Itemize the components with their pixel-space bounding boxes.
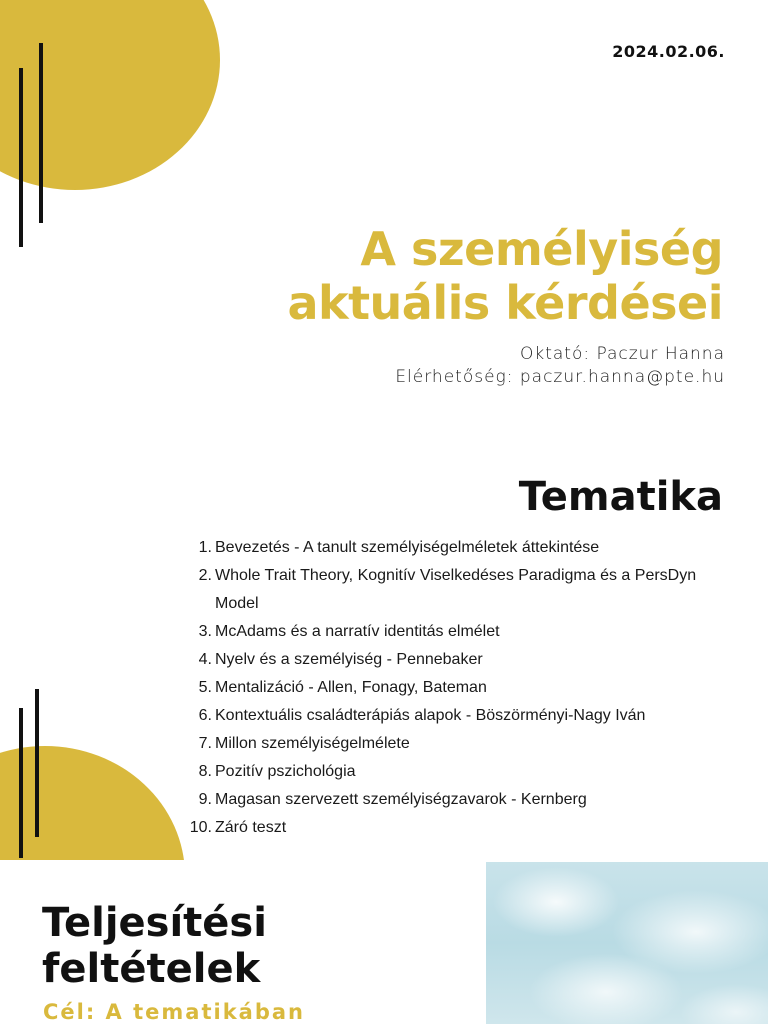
list-item: [180, 814, 720, 842]
list-item-text: Záró teszt: [215, 819, 287, 836]
list-item-number: 5.: [198, 679, 212, 696]
list-item-number: 3.: [198, 623, 212, 640]
list-item-number: 4.: [198, 651, 212, 668]
list-item: [180, 534, 720, 562]
list-item-text: Millon személyiségelmélete: [215, 735, 410, 752]
instructor-label: Oktató: Paczur Hanna: [519, 344, 725, 364]
decorative-line: [19, 708, 23, 858]
section-heading-requirements: [42, 900, 267, 992]
title-line-2: aktuális kérdései: [287, 276, 723, 330]
list-item-number: 7.: [198, 735, 212, 752]
decorative-line: [39, 43, 43, 223]
decorative-line: [19, 68, 23, 247]
list-item-number: 2.: [198, 567, 212, 584]
sky-image: [486, 862, 768, 1024]
date-label: 2024.02.06.: [612, 42, 725, 61]
contact-info: [395, 343, 725, 389]
list-item-text: Mentalizáció - Allen, Fonagy, Bateman: [215, 679, 487, 696]
list-item: [180, 674, 720, 702]
list-item-text: Pozitív pszichológia: [215, 763, 356, 780]
list-item-number: 9.: [198, 791, 212, 808]
list-item-text: Magasan szervezett személyiségzavarok - Kernberg: [215, 791, 587, 808]
list-item-number: 1.: [198, 539, 212, 556]
email-label: Elérhetőség: paczur.hanna@pte.hu: [395, 367, 725, 387]
requirements-heading-line-2: feltételek: [42, 946, 261, 992]
list-item-number: 6.: [198, 707, 212, 724]
list-item-number: 10.: [189, 819, 212, 836]
list-item-text: Bevezetés - A tanult személyiségelméletek áttekintése: [215, 539, 600, 556]
topic-list: [180, 534, 720, 842]
list-item-text: Whole Trait Theory, Kognitív Viselkedéses Paradigma és a PersDyn Model: [215, 567, 697, 612]
requirements-heading-line-1: Teljesítési: [42, 900, 267, 946]
decorative-circle-top: [0, 0, 220, 190]
list-item: [180, 562, 720, 618]
decorative-line: [35, 689, 39, 837]
goal-label: Cél: A tematikában: [43, 1000, 305, 1024]
list-item-number: 8.: [198, 763, 212, 780]
section-heading-tematika: Tematika: [518, 474, 723, 520]
list-item: [180, 730, 720, 758]
list-item: [180, 646, 720, 674]
page-title: [203, 222, 723, 330]
list-item: [180, 618, 720, 646]
title-line-1: A személyiség: [360, 222, 723, 276]
list-item-text: Nyelv és a személyiség - Pennebaker: [215, 651, 483, 668]
list-item: [180, 758, 720, 786]
list-item: [180, 786, 720, 814]
list-item: [180, 702, 720, 730]
list-item-text: Kontextuális családterápiás alapok - Böszörményi-Nagy Iván: [215, 707, 646, 724]
list-item-text: McAdams és a narratív identitás elmélet: [215, 623, 500, 640]
